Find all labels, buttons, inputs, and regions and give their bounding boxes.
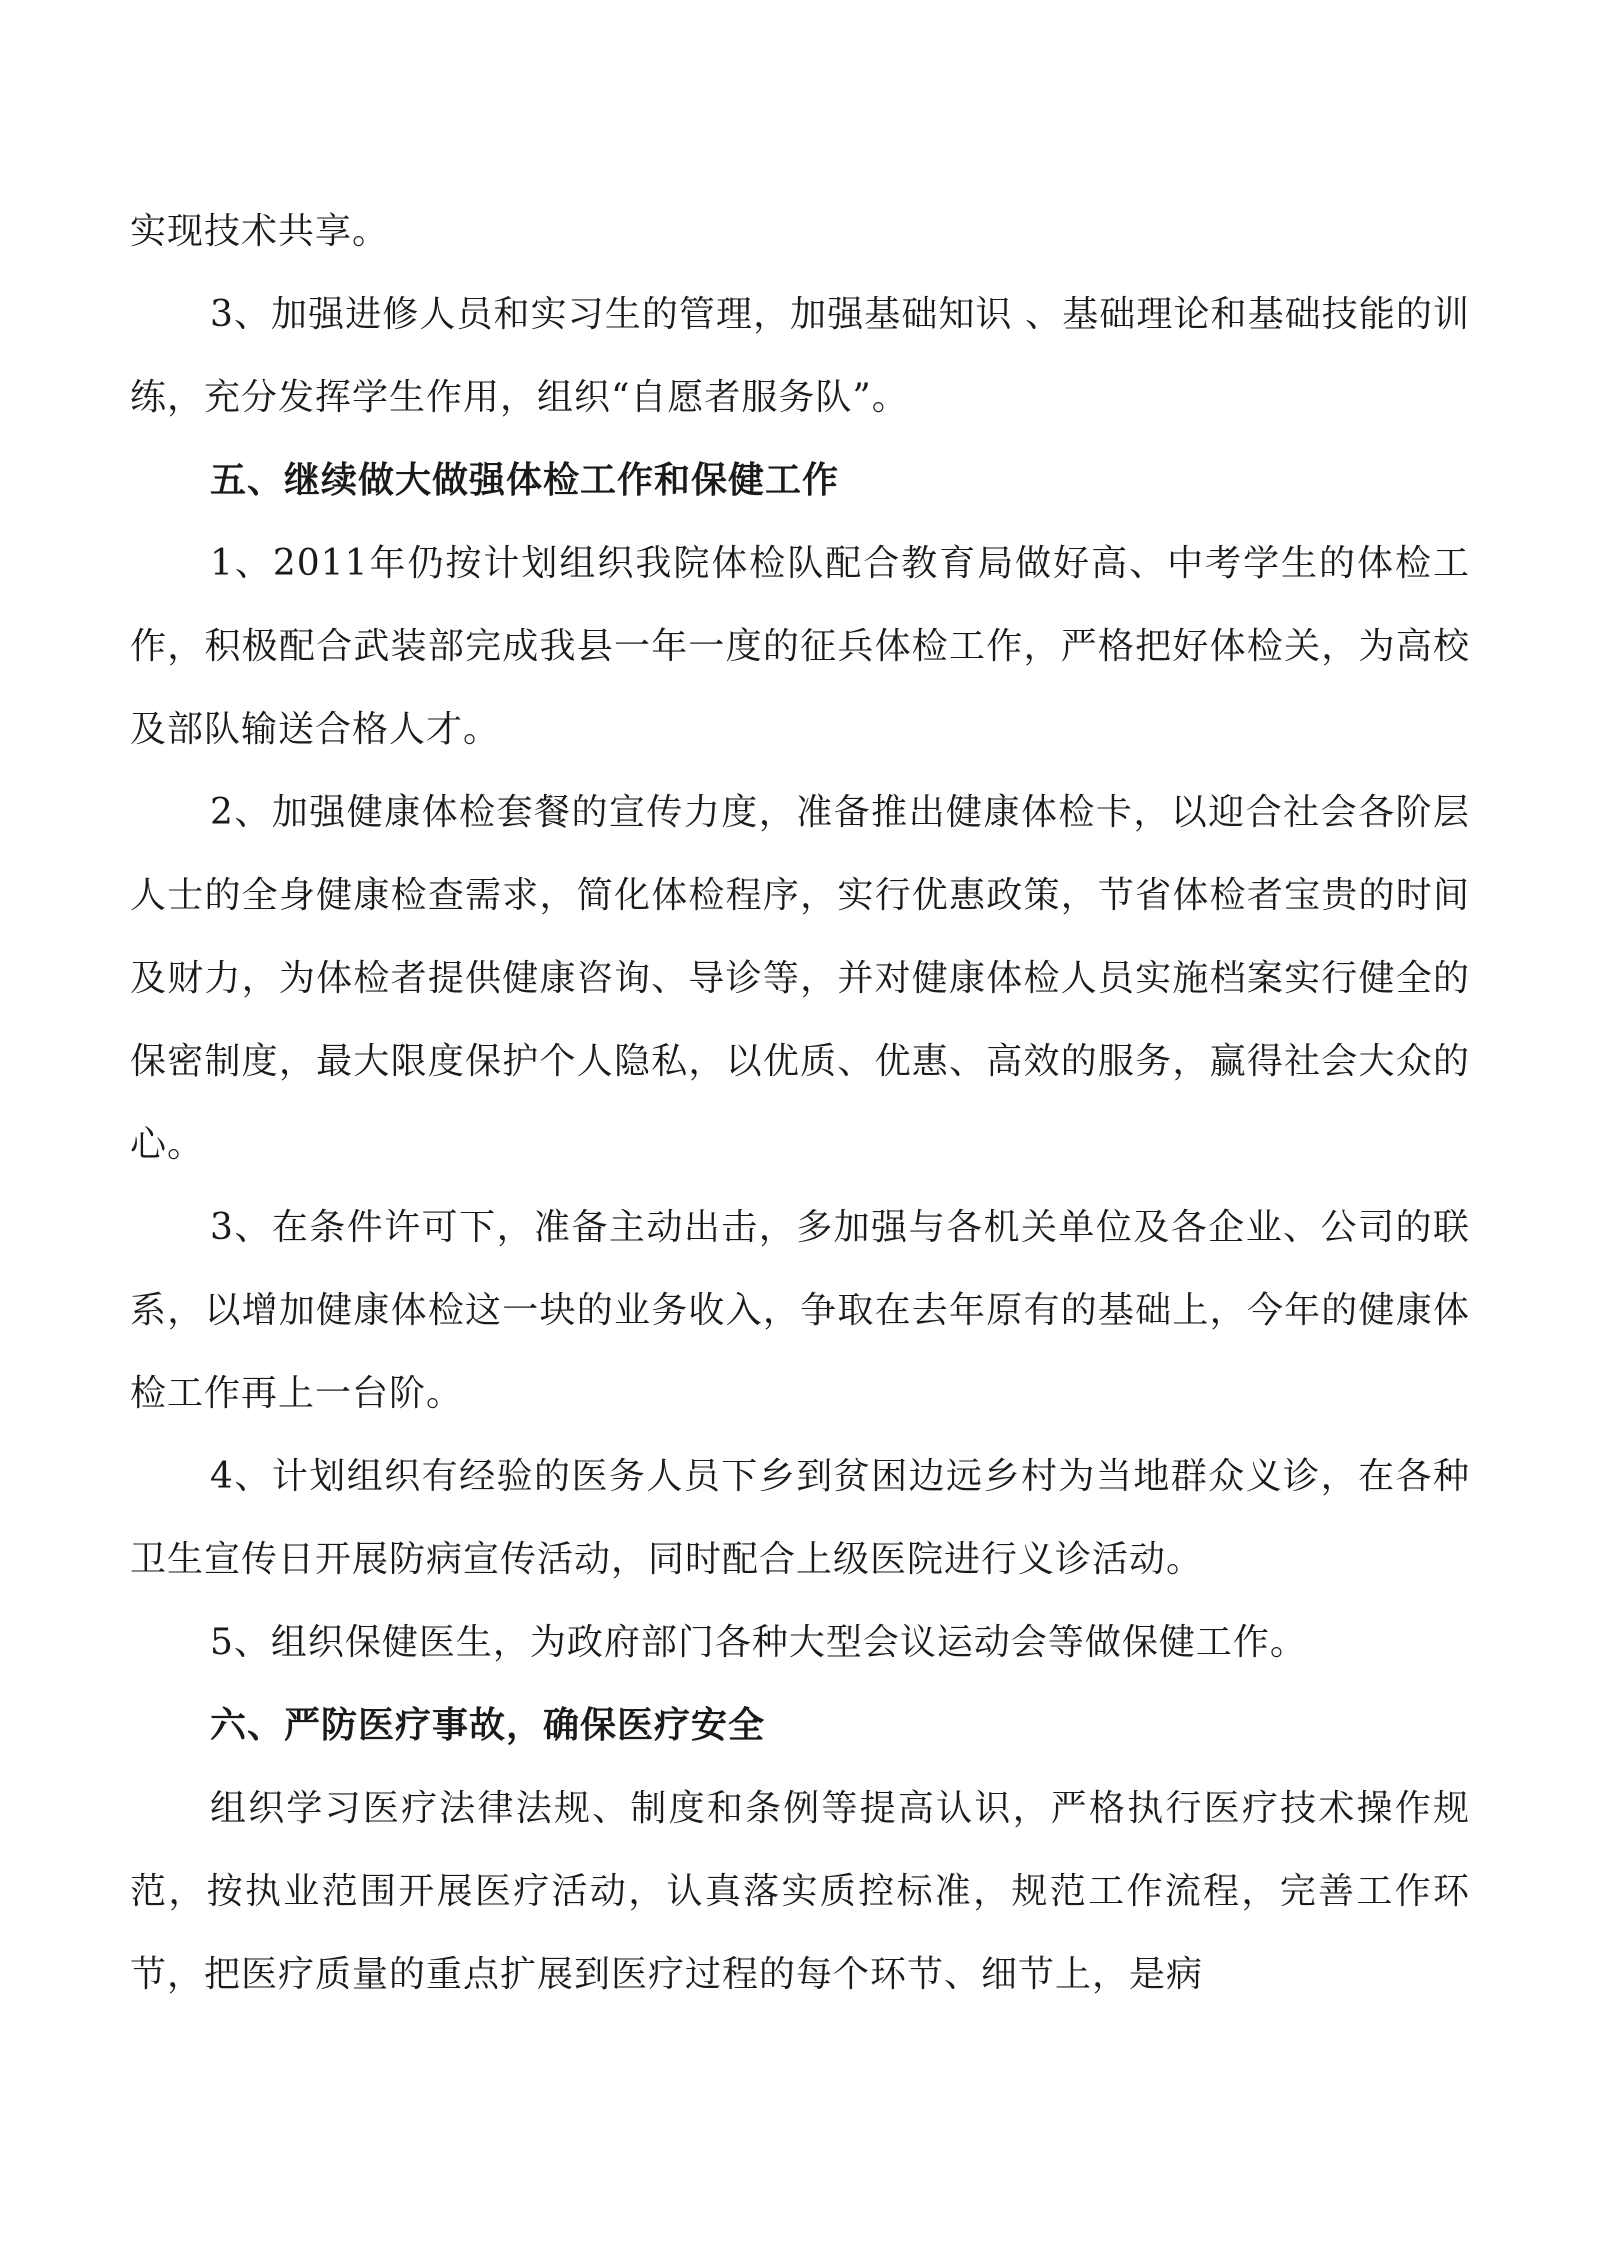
paragraph-continuation: 实现技术共享。 <box>130 211 390 252</box>
section-heading-6: 六、严防医疗事故，确保医疗安全 <box>210 1704 766 1746</box>
section-heading-5: 五、继续做大做强体检工作和保健工作 <box>210 459 840 501</box>
paragraph-medical-safety: 组织学习医疗法律法规、制度和条例等提高认识，严格执行医疗技术操作规范，按执业范围开展医疗活动，认真落实质控标准，规范工作流程，完善工作环节，把医疗质量的重点扩展到医疗过程的每个环节、细节上，是病 <box>130 1788 1470 1995</box>
document-body <box>130 190 1470 2016</box>
paragraph-item-3-trainees: 3、加强进修人员和实习生的管理，加强基础知识 、基础理论和基础技能的训练，充分发挥学生作用，组织“自愿者服务队”。 <box>130 294 1470 418</box>
paragraph-item-1-physical-exam: 1、2011年仍按计划组织我院体检队配合教育局做好高、中考学生的体检工作，积极配合武装部完成我县一年一度的征兵体检工作，严格把好体检关，为高校及部队输送合格人才。 <box>130 543 1470 750</box>
paragraph-item-3-outreach: 3、在条件许可下，准备主动出击，多加强与各机关单位及各企业、公司的联系，以增加健康体检这一块的业务收入，争取在去年原有的基础上，今年的健康体检工作再上一台阶。 <box>130 1207 1470 1414</box>
paragraph-item-2-health-package: 2、加强健康体检套餐的宣传力度，准备推出健康体检卡，以迎合社会各阶层人士的全身健康检查需求，简化体检程序，实行优惠政策，节省体检者宝贵的时间及财力，为体检者提供健康咨询、导诊等，并对健康体检人员实施档案实行健全的保密制度，最大限度保护个人隐私，以优质、优惠、高效的服务，赢得社会大众的心。 <box>130 792 1470 1165</box>
paragraph-item-5-health-care: 5、组织保健医生，为政府部门各种大型会议运动会等做保健工作。 <box>210 1622 1307 1663</box>
paragraph-item-4-free-clinic: 4、计划组织有经验的医务人员下乡到贫困边远乡村为当地群众义诊，在各种卫生宣传日开展防病宣传活动，同时配合上级医院进行义诊活动。 <box>130 1456 1470 1580</box>
